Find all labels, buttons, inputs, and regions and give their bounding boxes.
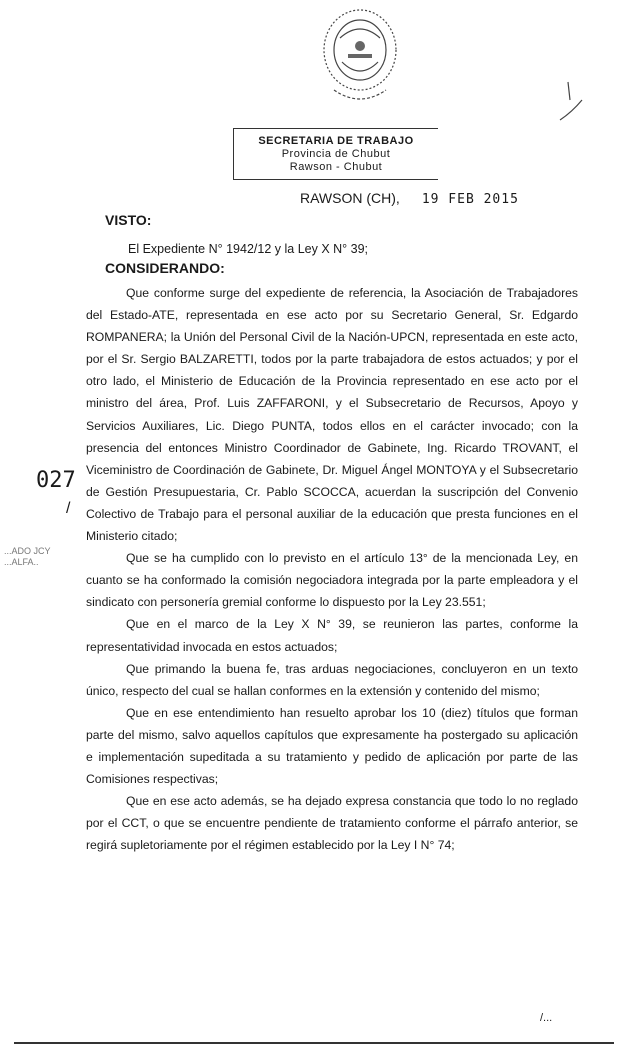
paragraph-6: Que en ese acto además, se ha dejado expresa constancia que todo lo no reglado por el CCT, o que se encuentre pendiente de tratamiento conforme el párrafo anterior, se regirá supletoriamente por el régimen establecido por la Ley I N° 74;	[86, 794, 578, 853]
place-date	[300, 190, 519, 207]
continuation-mark: /...	[540, 1012, 553, 1024]
place: RAWSON (CH),	[300, 190, 400, 206]
date: 19 FEB 2015	[421, 192, 519, 207]
stamp-line-1: SECRETARIA DE TRABAJO	[258, 135, 414, 147]
stamp-line-3: Rawson - Chubut	[289, 161, 383, 173]
considerando-body	[86, 282, 578, 856]
bottom-border-line	[14, 1042, 614, 1044]
provincial-crest-seal	[300, 0, 420, 112]
margin-stamp-line-1: ...ADO JCY	[4, 546, 51, 556]
visto-heading: VISTO:	[105, 212, 152, 228]
paragraph-4: Que primando la buena fe, tras arduas negociaciones, concluyeron en un texto único, respecto del cual se hallan conformes en la extensión y contenido del mismo;	[86, 661, 578, 698]
paragraph-5: Que en ese entendimiento han resuelto aprobar los 10 (diez) títulos que forman parte del mismo, salvo aquellos capítulos que expresamente ha postergado su aplicación e implementación supeditada a su tratamiento y pedido de aplicación por parte de las Comisiones respectivas;	[86, 705, 578, 787]
margin-slash-mark: /	[66, 500, 71, 517]
margin-stamp-line-2: ...ALFA..	[4, 557, 39, 567]
secretaria-stamp	[233, 128, 438, 180]
margin-faded-stamp	[4, 546, 51, 568]
margin-page-number: 027	[36, 468, 76, 493]
paragraph-3: Que en el marco de la Ley X N° 39, se reunieron las partes, conforme la representatividad invocada en estos actuados;	[86, 617, 578, 654]
paragraph-2: Que se ha cumplido con lo previsto en el artículo 13° de la mencionada Ley, en cuanto se ha conformado la comisión negociadora integrada por la parte empleadora y el sindicato con personería gremial conforme lo dispuesto por la Ley 23.551;	[86, 551, 578, 610]
considerando-heading: CONSIDERANDO:	[105, 260, 225, 276]
visto-text: El Expediente N° 1942/12 y la Ley X N° 39;	[128, 242, 369, 256]
paragraph-1: Que conforme surge del expediente de referencia, la Asociación de Trabajadores del Estado-ATE, representada en ese acto por su Secretario General, Sr. Edgardo ROMPANERA; la Unión del Personal Civil de la Nación-UPCN, representada en este acto, por el Sr. Sergio BALZARETTI, todos por la parte trabajadora de estos actuados; y por el otro lado, el Ministerio de Educación de la Provincia representado en ese acto por el ministro del área, Prof. Luis ZAFFARONI, y el Subsecretario de Recursos, Apoyo y Servicios Auxiliares, Lic. Diego PUNTA, todos ellos en el carácter invocado; con la presencia del entonces Ministro Coordinador de Gabinete, Ing. Ricardo TROVANT, el Viceministro de Coordinación de Gabinete, Dr. Miguel Ángel MONTOYA y el Subsecretario de Gestión Presupuestaria, Cr. Pablo SCOCCA, acuerdan la suscripción del Convenio Colectivo de Trabajo para el personal auxiliar de la educación que presta funciones en el Ministerio citado;	[86, 286, 578, 544]
handwritten-mark	[556, 80, 586, 130]
stamp-line-2: Provincia de Chubut	[281, 148, 391, 160]
